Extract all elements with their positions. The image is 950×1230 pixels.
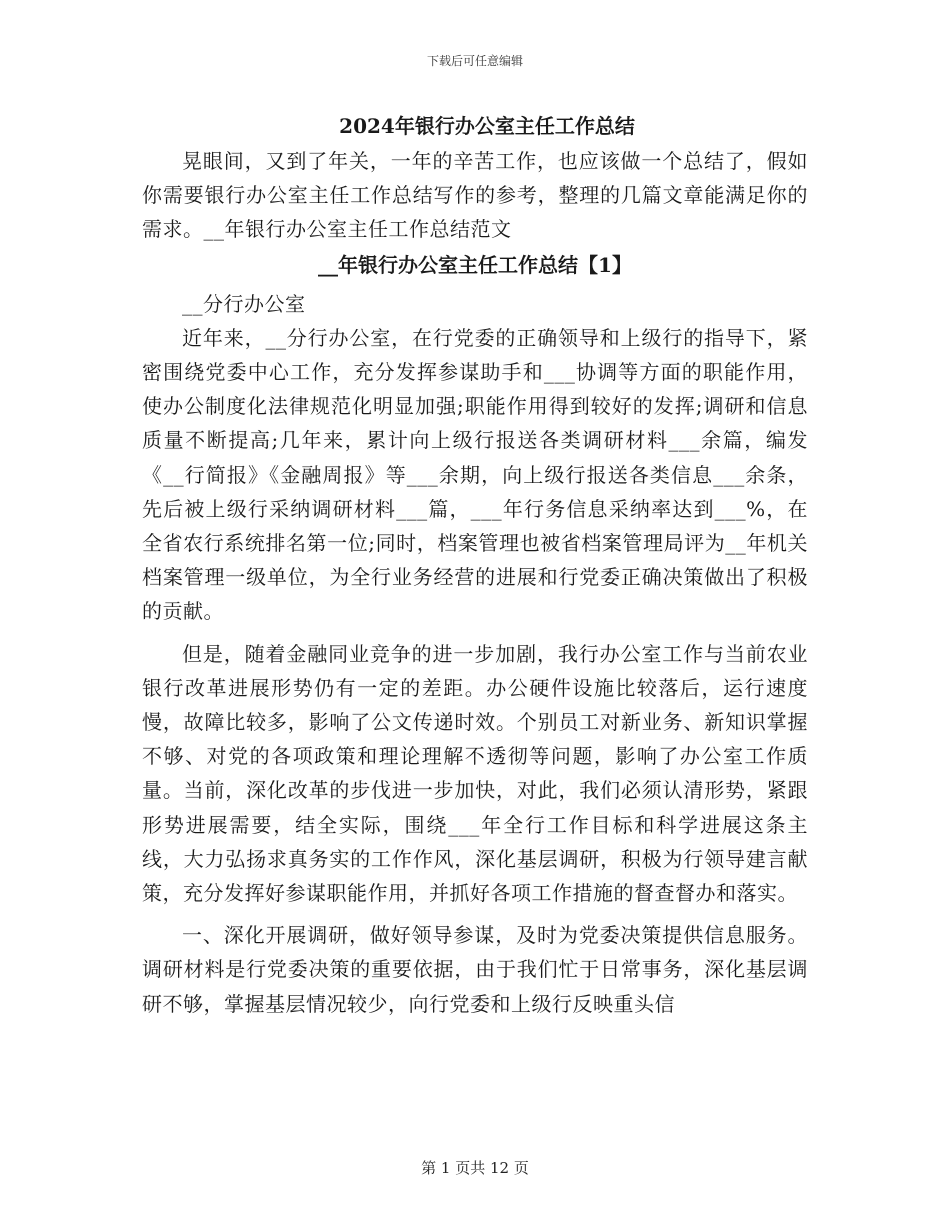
header-note: 下载后可任意编辑 [426,54,523,68]
document-title: 2024年银行办公室主任工作总结 [339,114,635,138]
paragraph-achievements: 近年来，__分行办公室，在行党委的正确领导和上级行的指导下，紧密围绕党委中心工作，充分发挥参谋助手和___协调等方面的职能作用，使办公制度化法律规范化明显加强;职能作用得到较好的发挥;调研和信息质量不断提高;几年来，累计向上级行报送各类调研材料___余篇，编发《__行简报》《金融周报》等___余期，向上级行报送各类信息___余条，先后被上级行采纳调研材料___篇，___年行务信息采纳率达到___%，在全省农行系统排名第一位;同时，档案管理也被省档案管理局评为__年机关档案管理一级单位，为全行业务经营的进展和行党委正确决策做出了积极的贡献。 [142,325,808,624]
document-body [142,108,808,1021]
paragraph-point-one: 一、深化开展调研，做好领导参谋，及时为党委决策提供信息服务。调研材料是行党委决策的重要依据，由于我们忙于日常事务，深化基层调研不够，掌握基层情况较少，向行党委和上级行反映重头信 [142,923,808,1016]
paragraph-shortcomings: 但是，随着金融同业竞争的进一步加剧，我行办公室工作与当前农业银行改革进展形势仍有一定的差距。办公硬件设施比较落后，运行速度慢，故障比较多，影响了公文传递时效。个别员工对新业务、新知识掌握不够、对党的各项政策和理论理解不透彻等问题，影响了办公室工作质量。当前，深化改革的步伐进一步加快，对此，我们必须认清形势，紧跟形势进展需要，结全实际，围绕___年全行工作目标和科学进展这条主线，大力弘扬求真务实的工作作风，深化基层调研，积极为行领导建言献策，充分发挥好参谋职能作用，并抓好各项工作措施的督查督办和落实。 [142,641,808,906]
intro-paragraph: 晃眼间，又到了年关，一年的辛苦工作，也应该做一个总结了，假如你需要银行办公室主任工作总结写作的参考，整理的几篇文章能满足你的需求。__年银行办公室主任工作总结范文 [142,149,808,242]
page-number: 第 1 页共 12 页 [421,1159,529,1177]
paragraph-branch: __分行办公室 [182,291,306,316]
section-title: __年银行办公室主任工作总结【1】 [318,252,632,277]
